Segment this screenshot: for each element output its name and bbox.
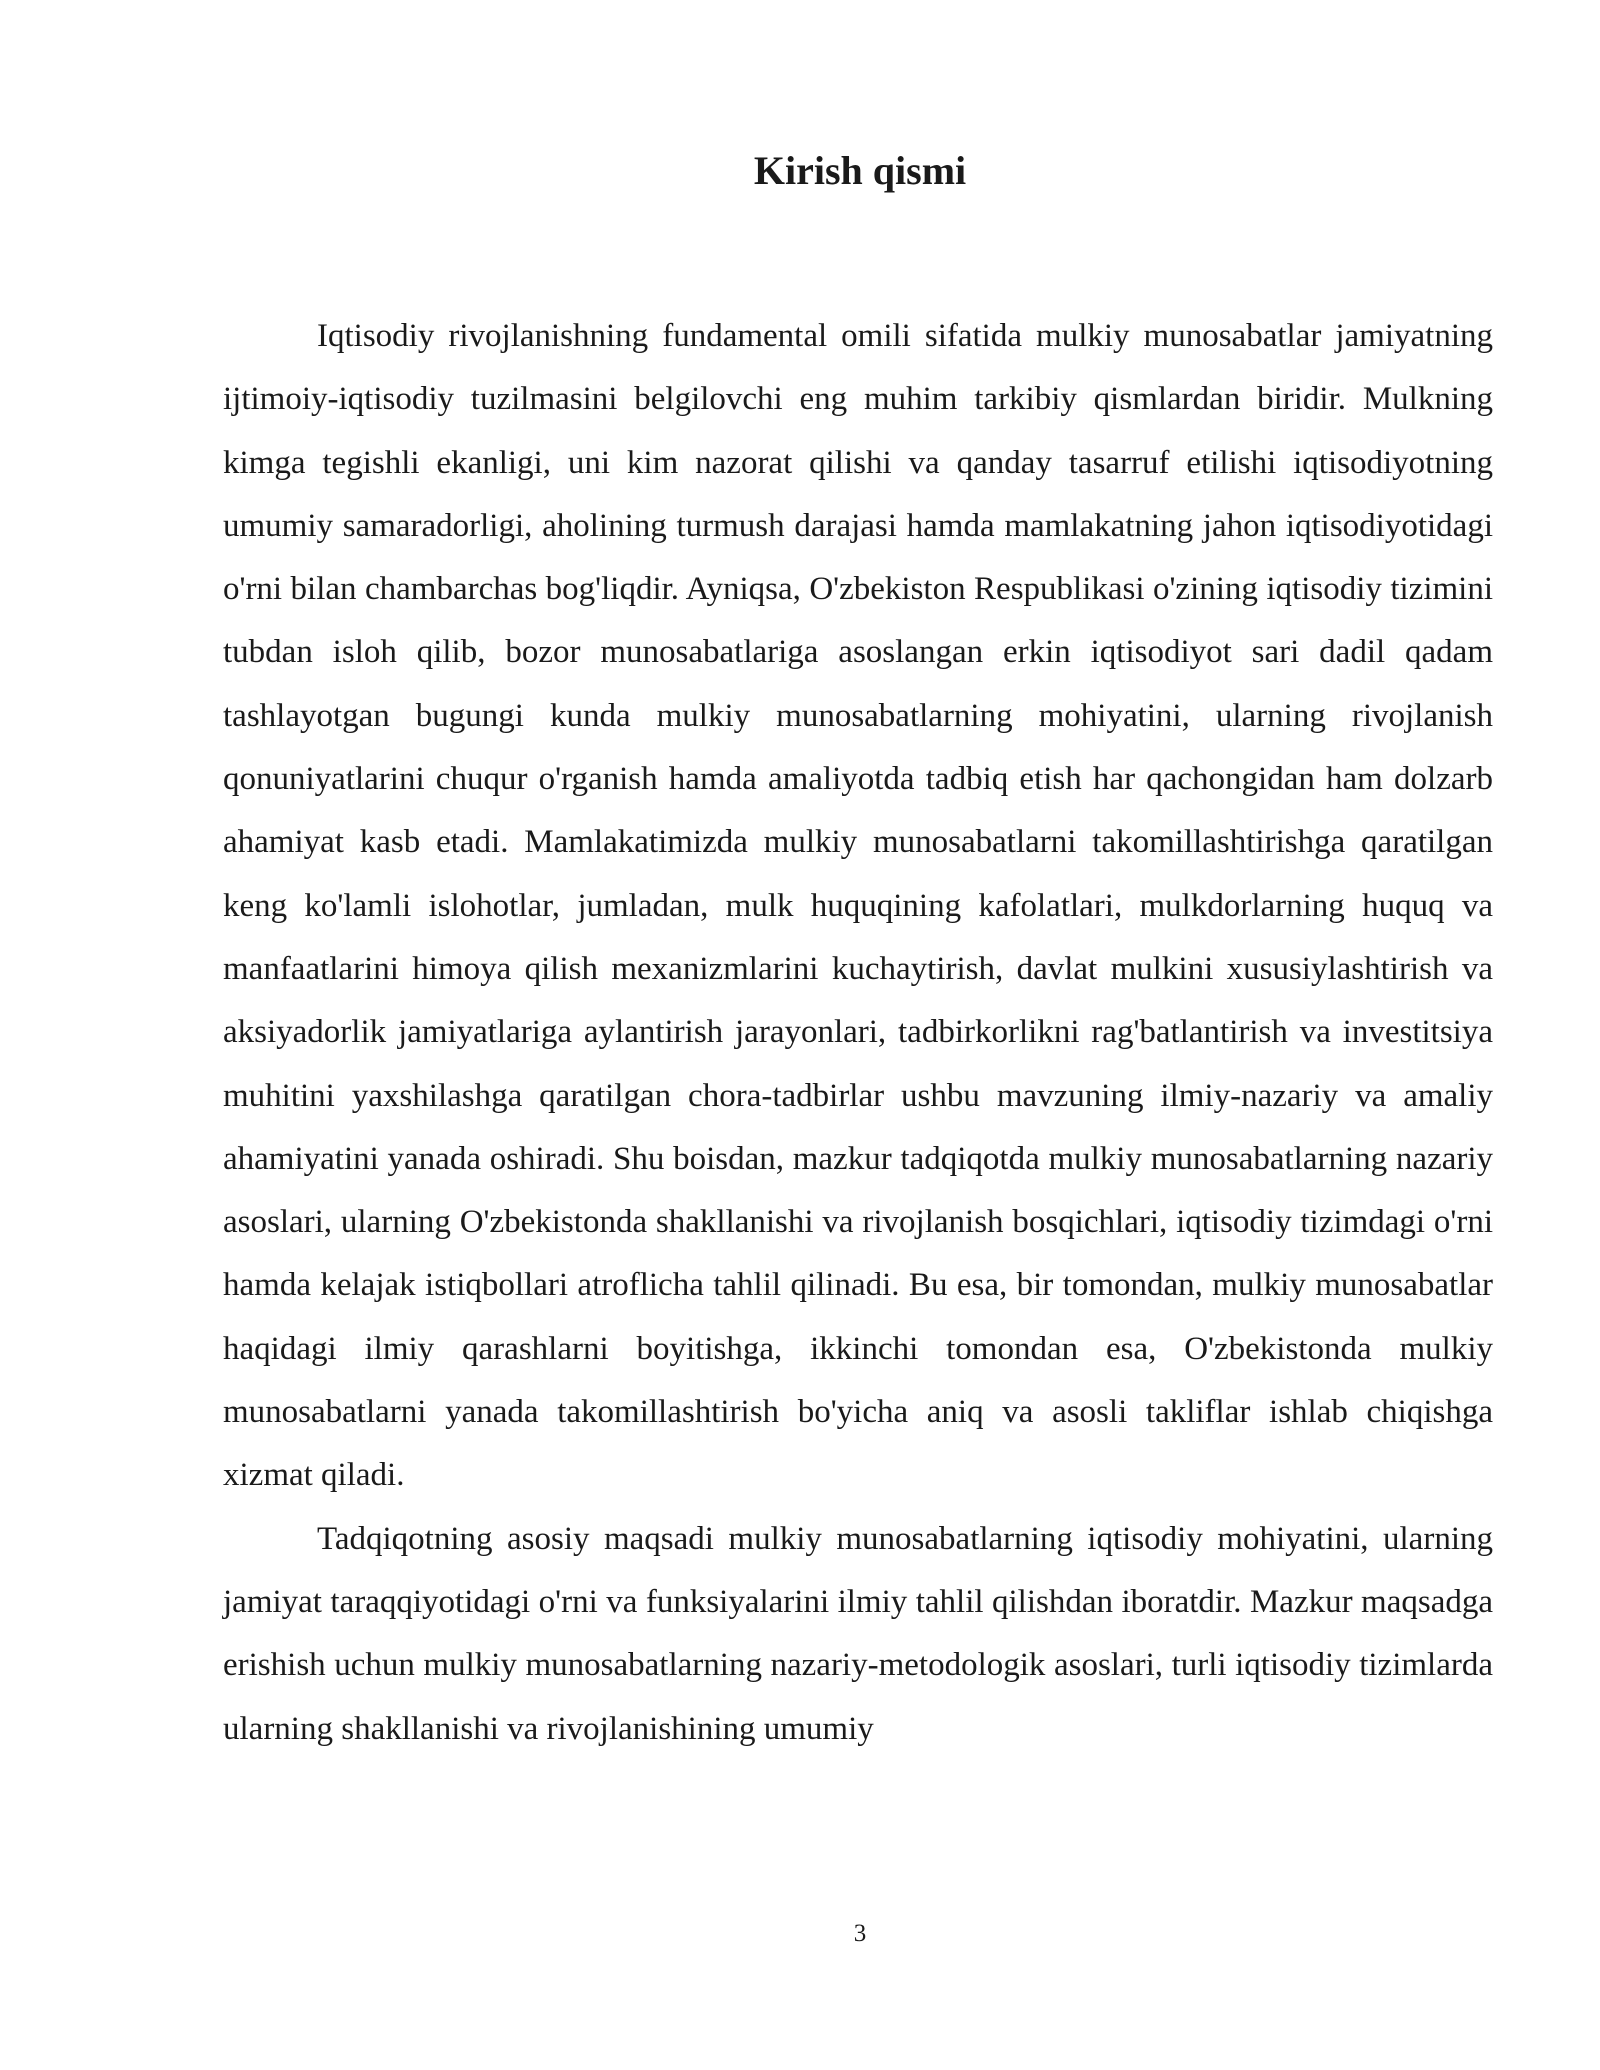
section-title: Kirish qismi: [753, 148, 967, 193]
paragraph-1: Iqtisodiy rivojlanishning fundamental omili sifatida mulkiy munosabatlar jamiyatning ijtimoiy-iqtisodiy tuzilmasini belgilovchi eng muhim tarkibiy qismlardan biridir. Mulkning kimga tegishli ekanligi, uni kim nazorat qilishi va qanday tasarruf etilishi iqtisodiyotning umumiy samaradorligi, aholining turmush darajasi hamda mamlakatning jahon iqtisodiyotidagi o'rni bilan chambarchas bog'liqdir. Ayniqsa, O'zbekiston Respublikasi o'zining iqtisodiy tizimini tubdan isloh qilib, bozor munosabatlariga asoslangan erkin iqtisodiyot sari dadil qadam tashlayotgan bugungi kunda mulkiy munosabatlarning mohiyatini, ularning rivojlanish qonuniyatlarini chuqur o'rganish hamda amaliyotda tadbiq etish har qachongidan ham dolzarb ahamiyat kasb etadi. Mamlakatimizda mulkiy munosabatlarni takomillashtirishga qaratilgan keng ko'lamli islohotlar, jumladan, mulk huquqining kafolatlari, mulkdorlarning huquq va manfaatlarini himoya qilish mexanizmlarini kuchaytirish, davlat mulkini xususiylashtirish va aksiyadorlik jamiyatlariga aylantirish jarayonlari, tadbirkorlikni rag'batlantirish va investitsiya muhitini yaxshilashga qaratilgan chora-tadbirlar ushbu mavzuning ilmiy-nazariy va amaliy ahamiyatini yanada oshiradi. Shu boisdan, mazkur tadqiqotda mulkiy munosabatlarning nazariy asoslari, ularning O'zbekistonda shakllanishi va rivojlanish bosqichlari, iqtisodiy tizimdagi o'rni hamda kelajak istiqbollari atroflicha tahlil qilinadi. Bu esa, bir tomondan, mulkiy munosabatlar haqidagi ilmiy qarashlarni boyitishga, ikkinchi tomondan esa, O'zbekistonda mulkiy munosabatlarni yanada takomillashtirish bo'yicha aniq va asosli takliflar ishlab chiqishga xizmat qiladi.: [223, 318, 1493, 1494]
page-number: 3: [853, 1920, 867, 1947]
body-text: [223, 305, 1493, 1761]
paragraph-2: Tadqiqotning asosiy maqsadi mulkiy munosabatlarning iqtisodiy mohiyatini, ularning jamiyat taraqqiyotidagi o'rni va funksiyalarini ilmiy tahlil qilishdan iboratdir. Mazkur maqsadga erishish uchun mulkiy munosabatlarning nazariy-metodologik asoslari, turli iqtisodiy tizimlarda ularning shakllanishi va rivojlanishining umumiy: [223, 1520, 1493, 1747]
